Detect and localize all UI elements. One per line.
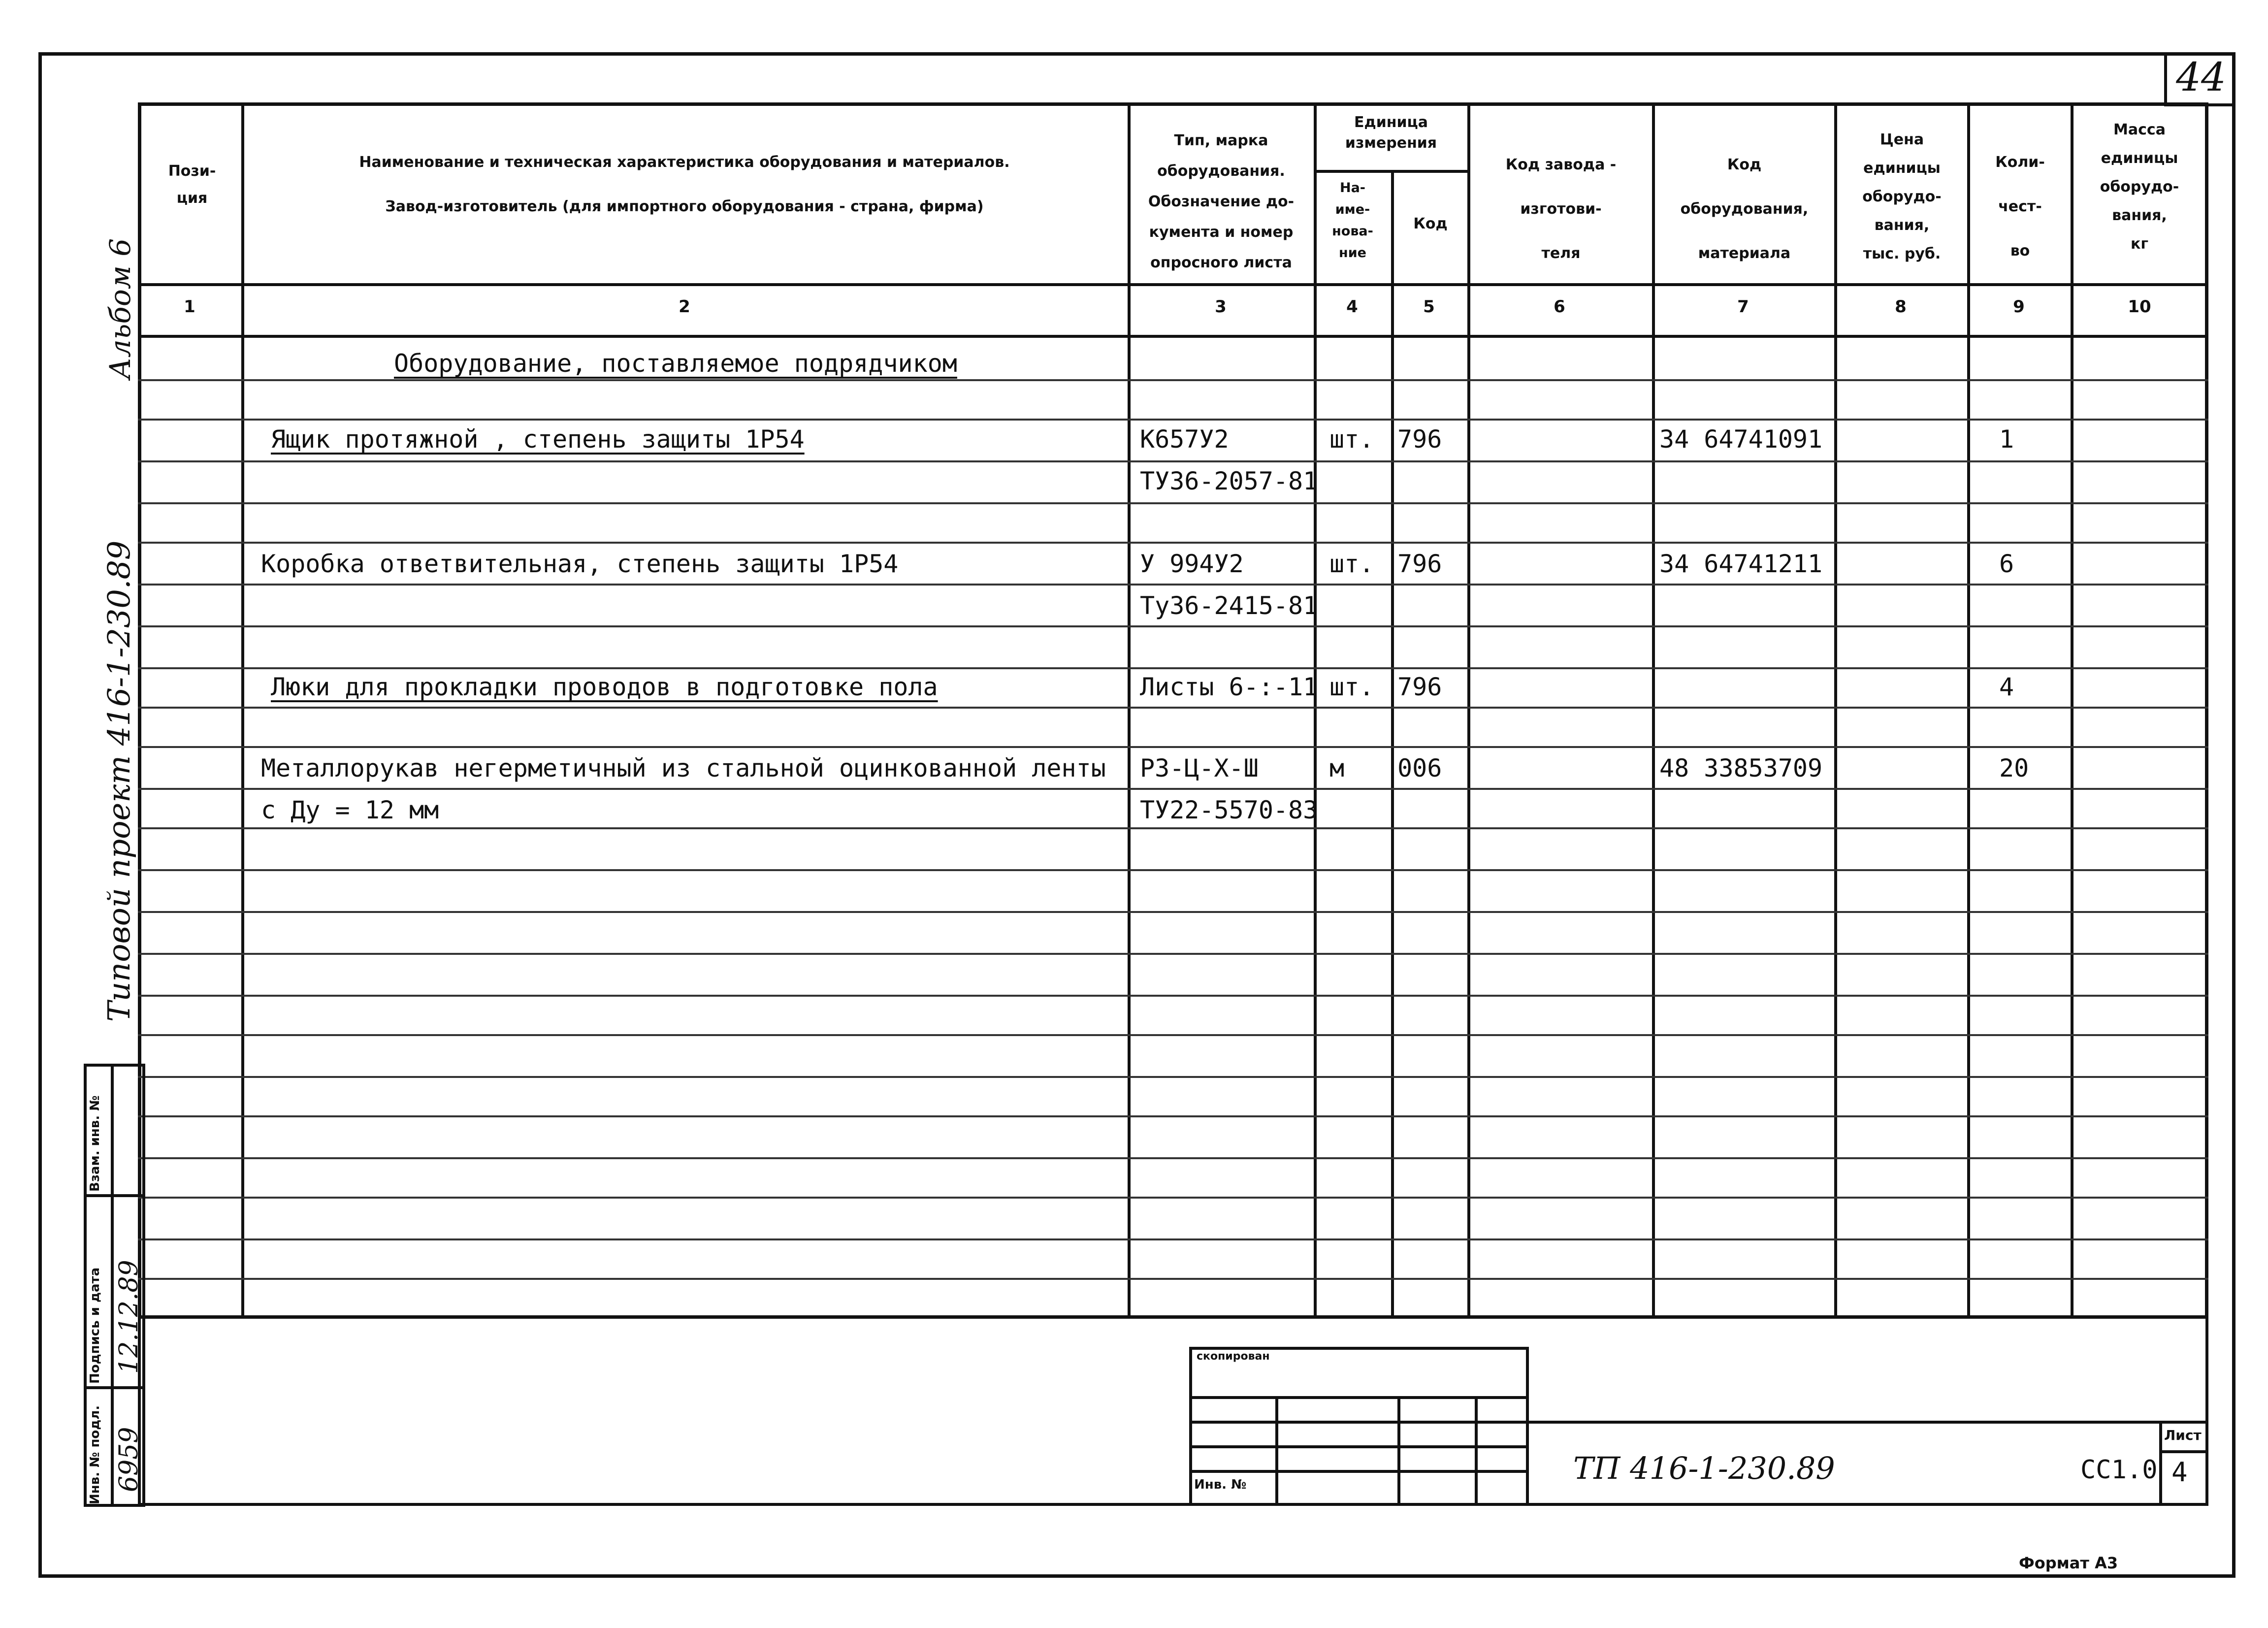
tb-v2 (1397, 1396, 1400, 1506)
row-unit-code: 006 (1397, 754, 1442, 782)
row-line-19 (138, 1115, 2208, 1117)
row-line-23 (138, 1278, 2208, 1280)
colnum-bottom-line (138, 335, 2208, 338)
title-block (138, 1319, 2208, 1506)
h10-line: кг (2130, 235, 2149, 253)
row-name: Ящик протяжной , степень защиты 1Р54 (271, 425, 805, 454)
h4-line: нова- (1332, 224, 1373, 239)
stamp-inv-label: Инв. № подл. (88, 1405, 102, 1504)
header-position: Пози-ция (168, 163, 216, 207)
h4-line: На- (1339, 180, 1366, 195)
row-line-1 (138, 379, 2208, 381)
header-material-code (1654, 143, 1834, 276)
tb-h1 (1189, 1396, 1529, 1399)
h4-line: ние (1339, 245, 1366, 260)
header-price (1837, 126, 1967, 268)
row-line-11 (138, 788, 2208, 790)
column-number-10: 10 (2128, 297, 2151, 317)
h4-line: име- (1335, 202, 1370, 217)
row-material-code: 34 64741211 (1659, 550, 1823, 578)
title-small-box-top: скопирован (1197, 1350, 1270, 1363)
h9-line: чест- (1998, 198, 2042, 215)
row-line-9 (138, 707, 2208, 709)
h45-line: Единица (1354, 114, 1428, 131)
h9-line: во (2010, 242, 2030, 260)
h8-line: тыс. руб. (1863, 245, 1941, 262)
sheet-number-handwritten: 44 (2176, 54, 2226, 100)
row-line-22 (138, 1238, 2208, 1240)
row-line-18 (138, 1076, 2208, 1078)
row-line-3 (138, 460, 2208, 462)
tb-h4 (1189, 1470, 1529, 1473)
row-unit-code: 796 (1397, 425, 1442, 454)
row-quantity: 4 (1999, 673, 2014, 701)
column-number-5: 5 (1423, 297, 1435, 317)
h7-line: Код (1727, 156, 1762, 173)
left-stamp-h2 (84, 1386, 145, 1389)
column-number-8: 8 (1895, 297, 1907, 317)
sheet-value: 4 (2171, 1457, 2188, 1488)
stamp-podpis-value: 12.12.89 (114, 1260, 144, 1374)
title-sheet-code: СС1.0 (2080, 1455, 2158, 1485)
column-number-3: 3 (1215, 297, 1227, 317)
column-number-4: 4 (1346, 297, 1358, 317)
tb-h3 (1189, 1445, 1529, 1448)
row-quantity: 1 (1999, 425, 2014, 454)
left-stamp-h1 (84, 1194, 145, 1197)
h3-line: Тип, марка (1174, 132, 1268, 149)
row-type: РЗ-Ц-Х-Ш (1140, 754, 1259, 782)
row-type: ТУ36-2057-81 (1140, 467, 1318, 495)
row-unit: м (1329, 754, 1345, 782)
tb-right-top (1529, 1421, 2208, 1424)
row-type: Листы 6-:-11 (1140, 673, 1318, 701)
row-line-10 (138, 746, 2208, 748)
row-line-6 (138, 584, 2208, 586)
h3-line: Обозначение до- (1148, 193, 1295, 210)
header-mass (2073, 116, 2206, 259)
row-line-20 (138, 1157, 2208, 1159)
row-unit-code: 796 (1397, 673, 1442, 701)
row-line-14 (138, 911, 2208, 913)
row-type: ТУ22-5570-83 (1140, 796, 1318, 824)
stamp-vzam-label: Взам. инв. № (88, 1095, 102, 1192)
project-label: Типовой проект 416-1-230.89 (101, 540, 137, 1022)
row-name: Люки для прокладки проводов в подготовке пола (271, 673, 938, 701)
row-name: Металлорукав негерметичный из стальной оцинкованной ленты (261, 754, 1106, 782)
row-line-21 (138, 1197, 2208, 1199)
row-quantity: 20 (1999, 754, 2029, 782)
h3-line: опросного листа (1150, 254, 1292, 271)
header-quantity (1970, 140, 2071, 273)
title-doc-code (1573, 1450, 1835, 1486)
row-material-code: 48 33853709 (1659, 754, 1823, 782)
row-name: с Ду = 12 мм (261, 796, 439, 824)
column-number-1: 1 (184, 297, 195, 317)
h9-line: Коли- (1995, 154, 2045, 171)
sheet-box-divider (2159, 1450, 2208, 1453)
header-name-line1: Наименование и техническая характеристика оборудования и материалов. (359, 154, 1010, 171)
row-line-4 (138, 502, 2208, 504)
tb-v3 (1475, 1396, 1478, 1506)
h3-line: оборудования. (1157, 163, 1285, 180)
row-line-16 (138, 995, 2208, 997)
left-stamp-divider (111, 1064, 114, 1507)
row-name: Коробка ответвительная, степень защиты 1Р54 (261, 550, 899, 578)
row-line-7 (138, 625, 2208, 627)
column-number-6: 6 (1554, 297, 1565, 317)
row-line-15 (138, 953, 2208, 955)
row-type: У 994У2 (1140, 550, 1244, 578)
album-label: Альбом 6 (103, 238, 137, 379)
section-title: Оборудование, поставляемое подрядчиком (394, 349, 957, 378)
h8-line: вания, (1874, 217, 1930, 234)
row-material-code: 34 64741091 (1659, 425, 1823, 454)
h7-line: материала (1698, 245, 1791, 262)
sheet-label: Лист (2164, 1427, 2202, 1443)
h7-line: оборудования, (1680, 200, 1809, 218)
h8-line: оборудо- (1862, 188, 1942, 205)
title-inv-no: Инв. № (1194, 1477, 1247, 1492)
h6-line: изготови- (1520, 200, 1602, 218)
h45-line: измерения (1345, 134, 1437, 152)
header-unit-code: Код (1413, 215, 1448, 232)
tb-h2 (1189, 1421, 1529, 1424)
row-type: Ту36-2415-81 (1140, 591, 1318, 620)
col-line-4 (1391, 170, 1394, 1319)
h10-line: оборудо- (2100, 178, 2179, 195)
row-line-2 (138, 419, 2208, 421)
header-name-line2: Завод-изготовитель (для импортного оборудования - страна, фирма) (385, 198, 984, 215)
header-unit-name (1316, 177, 1390, 264)
row-type: К657У2 (1140, 425, 1229, 454)
row-line-12 (138, 827, 2208, 829)
h8-line: Цена (1879, 131, 1924, 148)
h6-line: Код завода - (1505, 156, 1617, 173)
format-label: Формат А3 (2019, 1554, 2118, 1572)
row-line-8 (138, 667, 2208, 669)
row-line-5 (138, 542, 2208, 544)
h3-line: кумента и номер (1149, 224, 1294, 241)
header-type-mark (1133, 126, 1310, 278)
row-quantity: 6 (1999, 550, 2014, 578)
column-number-2: 2 (679, 297, 690, 317)
doc-code-text: ТП 416-1-230.89 (1573, 1450, 1835, 1486)
h10-line: вания, (2112, 207, 2167, 224)
row-unit: шт. (1329, 425, 1374, 454)
unit-group-divider (1314, 170, 1467, 173)
header-bottom-line (138, 283, 2208, 286)
row-unit: шт. (1329, 550, 1374, 578)
header-unit-group (1317, 112, 1465, 154)
row-unit: шт. (1329, 673, 1374, 701)
row-line-17 (138, 1034, 2208, 1036)
column-number-9: 9 (2013, 297, 2025, 317)
h8-line: единицы (1863, 160, 1941, 177)
h10-line: Масса (2113, 121, 2166, 138)
stamp-podpis-label: Подпись и дата (88, 1267, 102, 1384)
stamp-inv-value: 6959 (114, 1427, 144, 1492)
column-number-7: 7 (1737, 297, 1749, 317)
row-line-13 (138, 869, 2208, 871)
h10-line: единицы (2101, 150, 2178, 167)
header-factory-code (1470, 143, 1652, 276)
tb-v1 (1275, 1396, 1278, 1506)
h6-line: теля (1541, 245, 1581, 262)
row-unit-code: 796 (1397, 550, 1442, 578)
